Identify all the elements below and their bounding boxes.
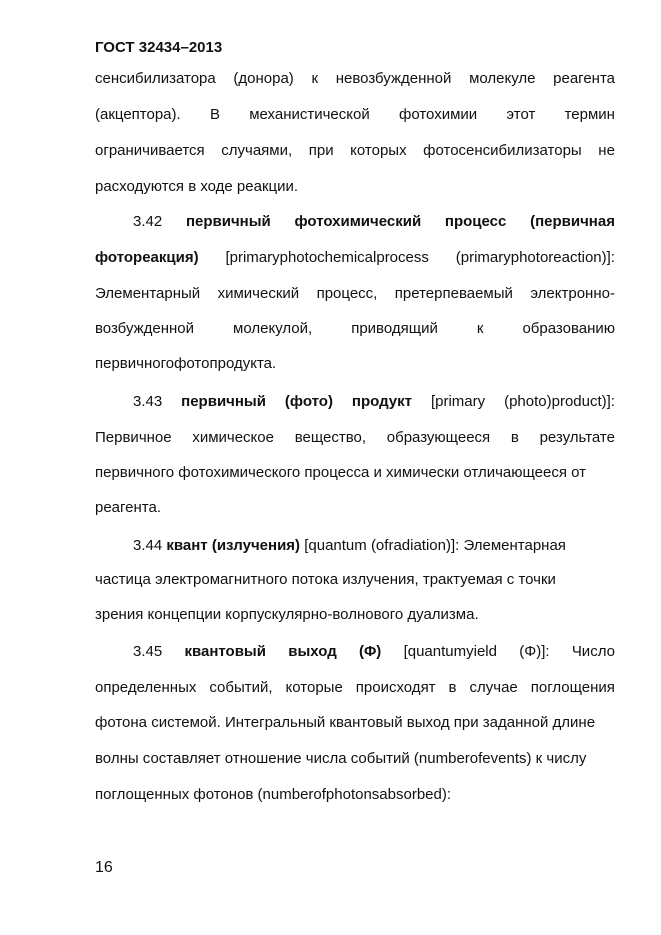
- word: электронно-: [530, 285, 615, 302]
- word: к: [476, 320, 484, 337]
- text-line: [95, 786, 615, 804]
- word: [quantum (ofradiation)]: Элементарная: [300, 537, 566, 554]
- word: сенсибилизатора: [95, 70, 216, 87]
- word: при: [308, 142, 334, 159]
- word: этот: [506, 106, 536, 123]
- word: к: [311, 70, 319, 87]
- word: механистической: [249, 106, 370, 123]
- word: [primary: [430, 393, 486, 410]
- text-line: [95, 714, 615, 732]
- text-line: [95, 142, 615, 160]
- word: претерпеваемый: [394, 285, 513, 302]
- word: поглощения: [530, 679, 615, 696]
- term-word: квантовый: [184, 643, 266, 660]
- text-line: [95, 499, 615, 517]
- term-word: фотореакция): [95, 249, 199, 266]
- word: (primaryphotoreaction)]:: [455, 249, 615, 266]
- word: процесс,: [316, 285, 378, 302]
- term-word: квант (излучения): [166, 537, 301, 554]
- text-line: [95, 571, 615, 589]
- word: случае: [469, 679, 518, 696]
- word: происходят: [355, 679, 436, 696]
- text-line: [95, 320, 615, 338]
- term-word: (Φ): [359, 643, 382, 660]
- term-heading-3-45: [133, 643, 615, 661]
- document-header: ГОСТ 32434–2013: [95, 39, 223, 56]
- word: возбужденной: [95, 320, 195, 337]
- term-word: (первичная: [530, 213, 615, 230]
- word: случаями,: [221, 142, 293, 159]
- word: [quantumyield: [403, 643, 497, 660]
- word: невозбужденной: [335, 70, 452, 87]
- word: поглощенных фотонов (numberofphotonsabsorbed):: [95, 786, 452, 803]
- text-line: [95, 285, 615, 303]
- word: (акцептора).: [95, 106, 181, 123]
- word: не: [598, 142, 615, 159]
- term-word: фотохимический: [294, 213, 422, 230]
- word: образованию: [522, 320, 615, 337]
- term-word: продукт: [351, 393, 412, 410]
- word: Первичное: [95, 429, 172, 446]
- word: частица электромагнитного потока излучения, трактуемая с точки: [95, 571, 556, 588]
- page-number: 16: [95, 859, 113, 876]
- text-line: [95, 249, 615, 267]
- word: в: [510, 429, 519, 446]
- word: результате: [539, 429, 615, 446]
- word: первичногофотопродукта.: [95, 355, 277, 372]
- term-word: первичный: [181, 393, 266, 410]
- word: молекуле: [469, 70, 536, 87]
- word: фотона системой. Интегральный квантовый выход при заданной длине: [95, 714, 596, 731]
- word: зрения концепции корпускулярно-волнового дуализма.: [95, 606, 479, 623]
- word: образующееся: [386, 429, 491, 446]
- text-line: [95, 679, 615, 697]
- word: Элементарный: [95, 285, 201, 302]
- term-number: 3.45: [133, 643, 163, 660]
- word: (photo)product)]:: [504, 393, 615, 410]
- word: реагента: [553, 70, 615, 87]
- word: волны составляет отношение числа событий (numberofevents) к числу: [95, 750, 587, 767]
- word: в: [448, 679, 457, 696]
- word: которые: [285, 679, 343, 696]
- word: которых: [350, 142, 407, 159]
- word: (донора): [233, 70, 294, 87]
- term-number: 3.44: [133, 537, 167, 554]
- word: событий,: [209, 679, 273, 696]
- word: ограничивается: [95, 142, 205, 159]
- text-line: [95, 464, 615, 482]
- word: В: [209, 106, 220, 123]
- word: определенных: [95, 679, 197, 696]
- text-line: [95, 355, 615, 373]
- text-line: [95, 106, 615, 124]
- word: реагента.: [95, 499, 162, 516]
- word: фотохимии: [398, 106, 478, 123]
- text-line: [95, 178, 615, 196]
- word: первичного фотохимического процесса и химически отличающееся от: [95, 464, 587, 481]
- word: [primaryphotochemicalprocess: [225, 249, 429, 266]
- word: вещество,: [294, 429, 367, 446]
- term-heading-3-42: [133, 213, 615, 231]
- word: химическое: [192, 429, 274, 446]
- term-word: первичный: [185, 213, 271, 230]
- term-heading-3-44: [133, 537, 615, 555]
- word: молекулой,: [233, 320, 313, 337]
- term-heading-3-43: [133, 393, 615, 411]
- text-line: [95, 606, 615, 624]
- term-number: 3.42: [133, 213, 163, 230]
- word: химический: [217, 285, 300, 302]
- term-word: процесс: [444, 213, 507, 230]
- term-word: выход: [288, 643, 337, 660]
- text-line: [95, 70, 615, 88]
- word: фотосенсибилизаторы: [423, 142, 582, 159]
- word: термин: [564, 106, 615, 123]
- word: расходуются в ходе реакции.: [95, 178, 299, 195]
- word: Число: [571, 643, 615, 660]
- term-number: 3.43: [133, 393, 163, 410]
- text-line: [95, 750, 615, 768]
- term-word: (фото): [284, 393, 333, 410]
- text-line: [95, 429, 615, 447]
- word: (Φ)]:: [519, 643, 550, 660]
- word: приводящий: [351, 320, 438, 337]
